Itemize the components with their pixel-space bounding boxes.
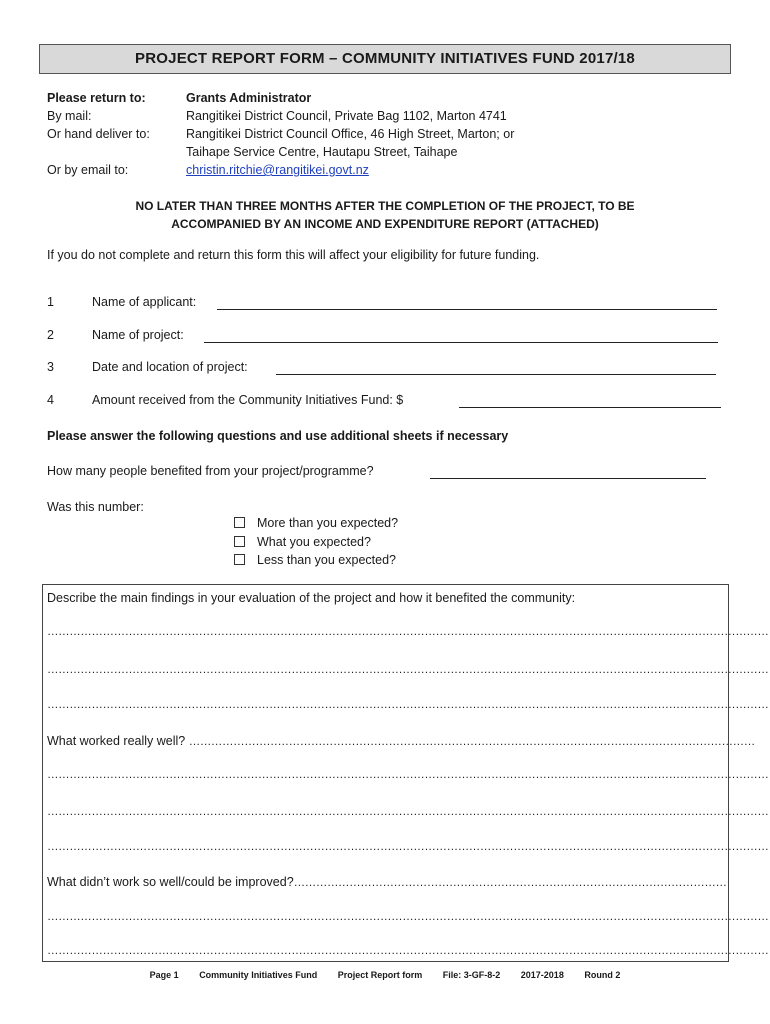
footer-round: Round 2 bbox=[584, 970, 621, 980]
email-label: Or by email to: bbox=[47, 163, 129, 177]
option-expected-label: What you expected? bbox=[257, 535, 371, 549]
improve-prompt: What didn’t work so well/could be improved? bbox=[47, 875, 294, 889]
questions-heading: Please answer the following questions and use additional sheets if necessary bbox=[47, 429, 509, 443]
footer-fund: Community Initiatives Fund bbox=[199, 970, 318, 980]
improve-dots[interactable]: ……………………………………………………………………………………………………… bbox=[293, 877, 727, 889]
option-more[interactable] bbox=[234, 516, 398, 530]
worked-line-1[interactable]: …………………………………………………………………………………………………………………………………………………………………………… bbox=[47, 769, 769, 781]
hand-deliver-value-1: Rangitikei District Council Office, 46 High Street, Marton; or bbox=[186, 127, 515, 141]
worked-line-2[interactable]: …………………………………………………………………………………………………………………………………………………………………………… bbox=[47, 806, 769, 818]
hand-deliver-value-2: Taihape Service Centre, Hautapu Street, Taihape bbox=[186, 145, 458, 159]
email-link[interactable]: christin.ritchie@rangitikei.govt.nz bbox=[186, 163, 369, 177]
field-number-4: 4 bbox=[47, 393, 54, 407]
notice-line-1: NO LATER THAN THREE MONTHS AFTER THE COMPLETION OF THE PROJECT, TO BE bbox=[135, 199, 635, 213]
people-question: How many people benefited from your project/programme? bbox=[47, 464, 374, 478]
field-number-2: 2 bbox=[47, 328, 54, 342]
improve-row bbox=[47, 875, 727, 889]
option-less-label: Less than you expected? bbox=[257, 553, 396, 567]
page-footer bbox=[0, 970, 770, 980]
option-more-label: More than you expected? bbox=[257, 516, 399, 530]
footer-file: File: 3-GF-8-2 bbox=[442, 970, 501, 980]
people-count-field[interactable] bbox=[430, 478, 706, 479]
field-label-project: Name of project: bbox=[92, 328, 184, 342]
worked-line-3[interactable]: …………………………………………………………………………………………………………………………………………………………………………… bbox=[47, 841, 769, 853]
option-less[interactable] bbox=[234, 553, 396, 567]
worked-row bbox=[47, 734, 755, 748]
applicant-name-field[interactable] bbox=[217, 309, 717, 310]
findings-line-2[interactable]: …………………………………………………………………………………………………………………………………………………………………………… bbox=[47, 664, 769, 676]
checkbox-expected[interactable] bbox=[234, 536, 245, 547]
footer-page: Page 1 bbox=[149, 970, 179, 980]
field-label-amount: Amount received from the Community Initiatives Fund: $ bbox=[92, 393, 404, 407]
worked-dots[interactable]: ……………………………………………………………………………………………………………………………………… bbox=[188, 736, 755, 748]
project-name-field[interactable] bbox=[204, 342, 718, 343]
eligibility-text: If you do not complete and return this form this will affect your eligibility for future funding. bbox=[47, 248, 540, 262]
checkbox-more[interactable] bbox=[234, 517, 245, 528]
amount-field[interactable] bbox=[459, 407, 721, 408]
please-return-label: Please return to: bbox=[47, 91, 146, 105]
improve-line-1[interactable]: …………………………………………………………………………………………………………………………………………………………………………… bbox=[47, 911, 769, 923]
form-title: PROJECT REPORT FORM – COMMUNITY INITIATIVES FUND 2017/18 bbox=[39, 44, 731, 74]
field-number-1: 1 bbox=[47, 295, 54, 309]
findings-line-1[interactable]: …………………………………………………………………………………………………………………………………………………………………………… bbox=[47, 626, 769, 638]
field-label-date-location: Date and location of project: bbox=[92, 360, 248, 374]
was-number-label: Was this number: bbox=[47, 500, 144, 514]
footer-year: 2017-2018 bbox=[520, 970, 564, 980]
hand-deliver-label: Or hand deliver to: bbox=[47, 127, 150, 141]
findings-line-3[interactable]: …………………………………………………………………………………………………………………………………………………………………………… bbox=[47, 699, 769, 711]
checkbox-less[interactable] bbox=[234, 554, 245, 565]
field-number-3: 3 bbox=[47, 360, 54, 374]
please-return-value: Grants Administrator bbox=[186, 91, 312, 105]
mail-label: By mail: bbox=[47, 109, 92, 123]
footer-form: Project Report form bbox=[337, 970, 423, 980]
option-expected[interactable] bbox=[234, 535, 371, 549]
field-label-applicant: Name of applicant: bbox=[92, 295, 197, 309]
worked-prompt: What worked really well? bbox=[47, 734, 189, 748]
notice-line-2: ACCOMPANIED BY AN INCOME AND EXPENDITURE REPORT (ATTACHED) bbox=[171, 217, 599, 231]
findings-prompt: Describe the main findings in your evaluation of the project and how it benefited the community: bbox=[47, 591, 576, 605]
improve-line-2[interactable]: …………………………………………………………………………………………………………………………………………………………………………… bbox=[47, 945, 769, 957]
mail-value: Rangitikei District Council, Private Bag 1102, Marton 4741 bbox=[186, 109, 507, 123]
date-location-field[interactable] bbox=[276, 374, 716, 375]
